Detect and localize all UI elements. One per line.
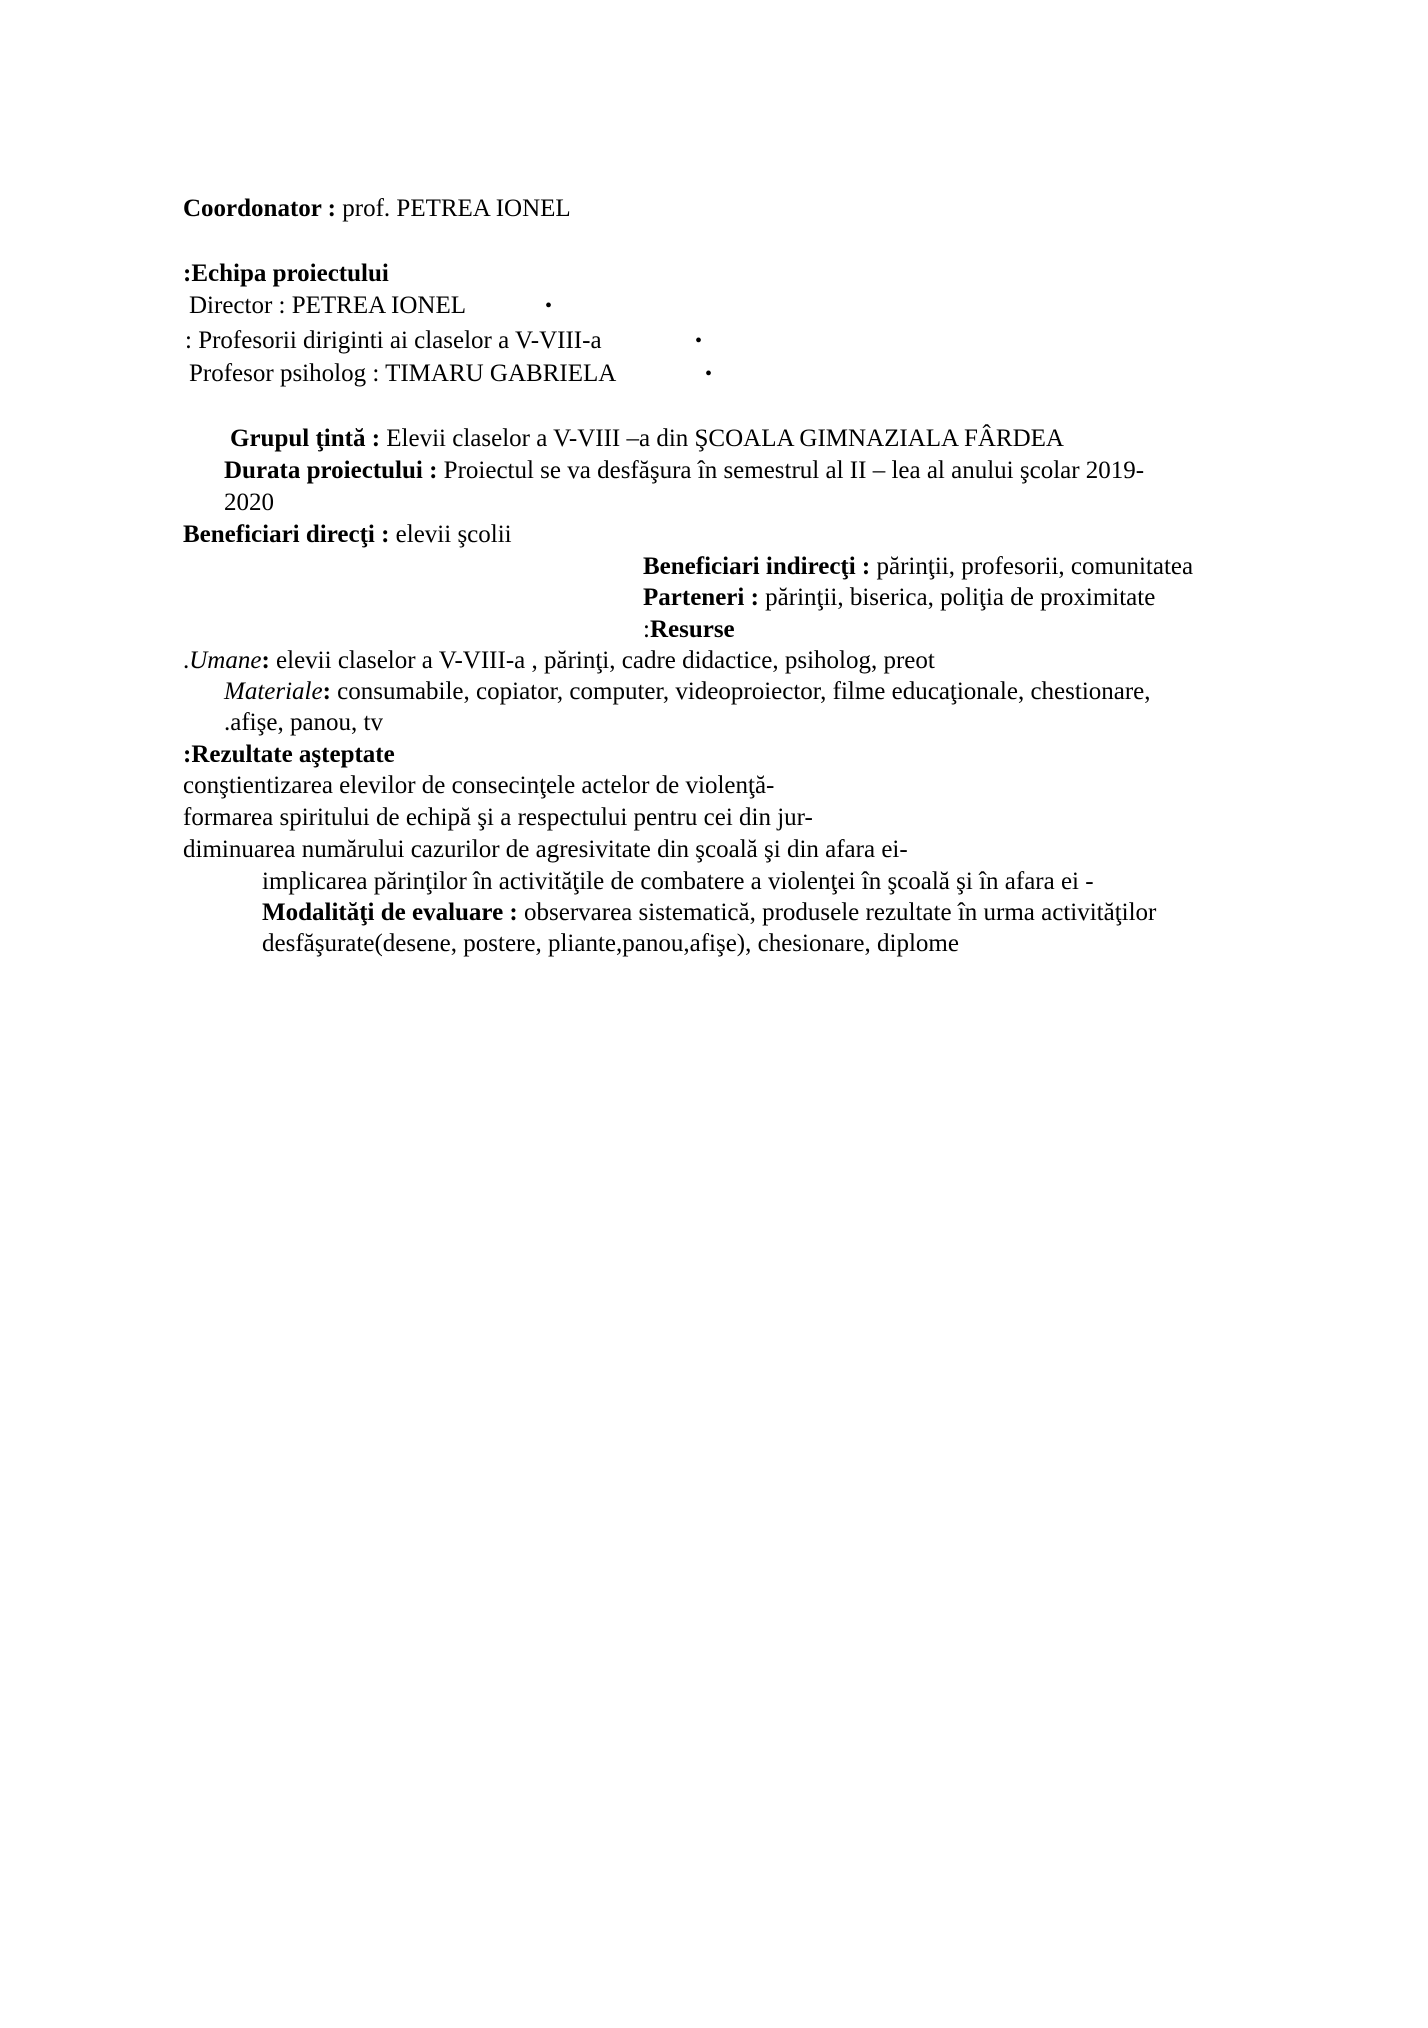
materiale-value: consumabile, copiator, computer, videoproiector, filme educaţionale, chestionare, — [330, 678, 1151, 705]
grup-tinta-value: Elevii claselor a V-VIII –a din ŞCOALA GIMNAZIALA FÂRDEA — [380, 425, 1064, 452]
echipa-member-director: Director : PETREA IONEL — [189, 292, 467, 319]
durata-line-cont: 2020 — [224, 489, 274, 516]
materiale-label: Materiale — [224, 678, 323, 705]
evaluare-line — [262, 897, 1156, 929]
resurse-materiale-line-cont: .afişe, panou, tv — [224, 709, 383, 736]
resurse-materiale-line: Materiale: consumabile, copiator, computer, videoproiector, filme educaţionale, chestionare, — [224, 678, 1151, 705]
evaluare-value: observarea sistematică, produsele rezultate în urma activităţilor — [517, 899, 1157, 926]
beneficiari-indirecti-value: părinţii, profesorii, comunitatea — [870, 553, 1194, 580]
parteneri-label: Parteneri : — [643, 584, 759, 611]
grup-tinta-line — [230, 423, 1064, 455]
beneficiari-indirecti-line — [643, 551, 1193, 583]
coordonator-line — [183, 193, 571, 225]
rezultat-item: diminuarea numărului cazurilor de agresivitate din şcoală şi din afara ei- — [183, 836, 908, 863]
rezultat-item: conştientizarea elevilor de consecinţele actelor de violenţă- — [183, 772, 775, 799]
rezultate-heading: :Rezultate aşteptate — [183, 741, 395, 768]
evaluare-label: Modalităţi de evaluare : — [262, 899, 518, 926]
durata-label: Durata proiectului : — [224, 457, 438, 484]
bullet-icon: • — [695, 330, 703, 352]
durata-value: Proiectul se va desfăşura în semestrul al II – lea al anului şcolar 2019- — [437, 457, 1145, 484]
umane-value: elevii claselor a V-VIII-a , părinţi, cadre didactice, psiholog, preot — [269, 647, 935, 674]
beneficiari-directi-label: Beneficiari direcţi : — [183, 521, 390, 548]
grup-tinta-label: Grupul ţintă : — [230, 425, 381, 452]
echipa-member-psiholog: Profesor psiholog : TIMARU GABRIELA — [189, 360, 617, 387]
resurse-umane-line: .Umane: elevii claselor a V-VIII-a , părinţi, cadre didactice, psiholog, preot — [183, 647, 935, 674]
rezultat-item: formarea spiritului de echipă şi a respectului pentru cei din jur- — [183, 804, 813, 831]
coordonator-value: prof. PETREA IONEL — [336, 195, 571, 222]
durata-line — [224, 455, 1144, 487]
bullet-icon: • — [545, 295, 553, 317]
rezultat-item: implicarea părinţilor în activităţile de combatere a violenţei în şcoală şi în afara ei - — [262, 868, 1094, 895]
evaluare-line-cont: desfăşurate(desene, postere, pliante,panou,afişe), chesionare, diplome — [262, 930, 959, 957]
beneficiari-directi-value: elevii şcolii — [389, 521, 512, 548]
coordonator-label: Coordonator : — [183, 195, 337, 222]
resurse-heading: :Resurse — [643, 616, 735, 643]
echipa-member-diriginti: : Profesorii diriginti ai claselor a V-VIII-a — [185, 327, 602, 354]
beneficiari-indirecti-label: Beneficiari indirecţi : — [643, 553, 871, 580]
bullet-icon: • — [705, 363, 713, 385]
beneficiari-directi-line — [183, 519, 512, 551]
parteneri-line — [643, 582, 1155, 614]
echipa-heading: :Echipa proiectului — [183, 260, 389, 287]
parteneri-value: părinţii, biserica, poliţia de proximitate — [758, 584, 1156, 611]
umane-label: Umane — [189, 647, 262, 674]
